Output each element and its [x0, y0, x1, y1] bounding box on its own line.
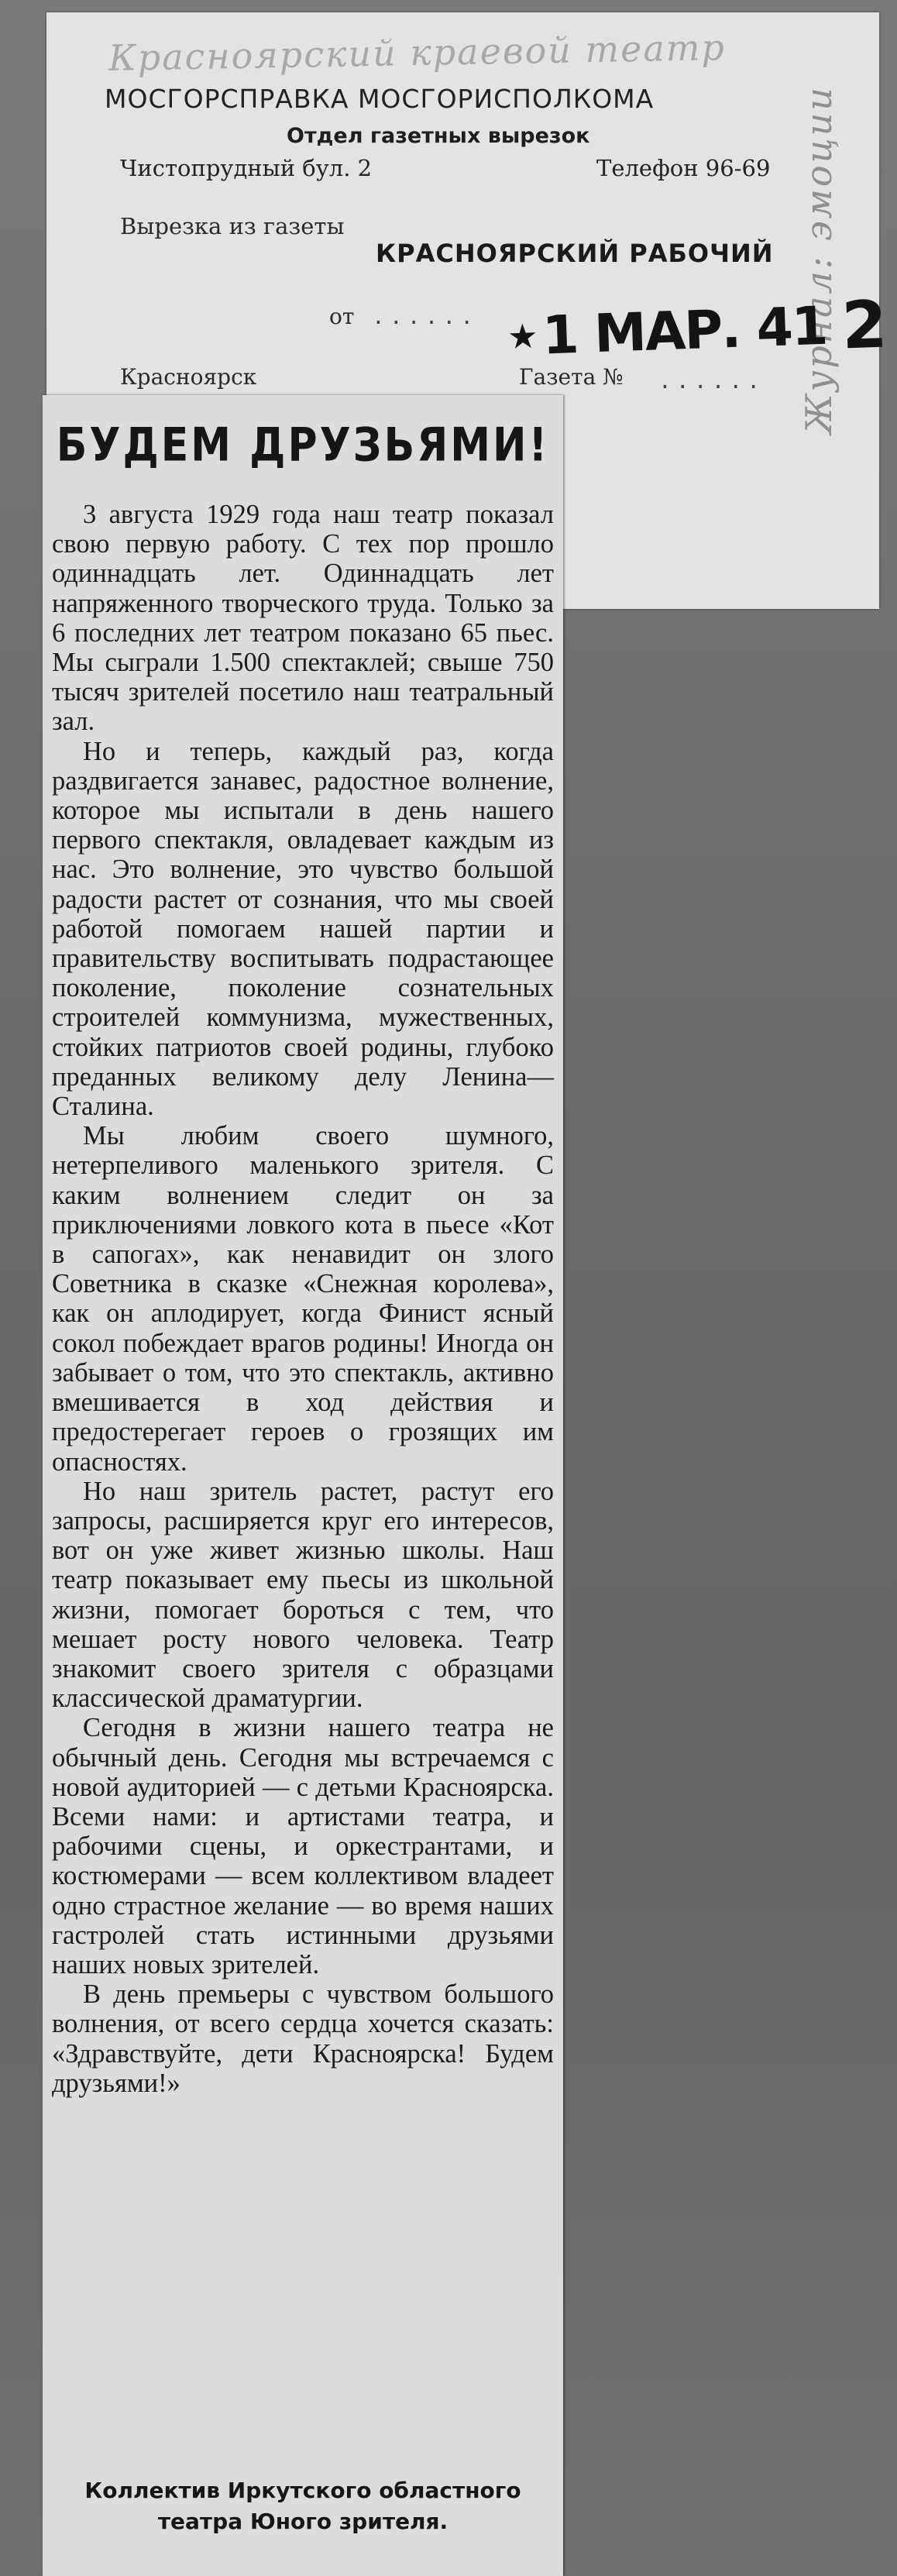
- stamp-number: 2: [840, 286, 888, 364]
- gazeta-number-label: Газета №: [519, 364, 624, 390]
- date-dotted-line: ......: [372, 304, 479, 329]
- date-from-label: от: [329, 304, 355, 329]
- article-paragraph: Мы любим своего шумного, нетерпеливого маленького зрителя. С каким волнением следит он за приключениями ловкого кота в пьесе «Кот в сапогах», как ненавидит он злого Советника в сказке «Снежная королева», как он аплодирует, когда Финист ясный сокол побеждает врагов родины! Иногда он забывает о том, что это спектакль, активно вмешивается в ход действия и предостерегает героев о грозящих им опасностях.: [52, 1121, 554, 1477]
- department-name: Отдел газетных вырезок: [287, 124, 590, 148]
- article-paragraph: Но и теперь, каждый раз, когда раздвигается занавес, радостное волнение, которое мы испытали в день нашего первого спектакля, овладевает каждым из нас. Это волнение, это чувство большой радости растет от сознания, что мы своей работой помогаем нашей партии и правительству воспитывать подрастающее поколение, поколение сознательных строителей коммунизма, мужественных, стойких патриотов своей родины, глубоко преданных великому делу Ленина—Сталина.: [52, 736, 554, 1122]
- date-stamp: [506, 286, 888, 375]
- article-headline: БУДЕМ ДРУЗЬЯМИ!: [56, 418, 550, 473]
- article-paragraph: Сегодня в жизни нашего театра не обычный день. Сегодня мы встречаемся с новой аудиторией — с детьми Красноярска. Всеми нами: и артистами театра, и рабочими сцены, и оркестрантами, и костюмерами — всем коллективом владеет одно страстное желание — во время наших гастролей стать истинными друзьями наших новых зрителей.: [52, 1713, 554, 1979]
- article-paragraph: В день премьеры с чувством большого волнения, от всего сердца хочется сказать: «Здравствуйте, дети Красноярска! Будем друзьями!»: [52, 1979, 554, 2098]
- clip-source-label: Вырезка из газеты: [120, 213, 345, 239]
- newspaper-clipping: [43, 395, 563, 2576]
- organization-title: МОСГОРСПРАВКА МОСГОРИСПОЛКОМА: [105, 84, 655, 114]
- handwritten-note-side: Журнал: эмоции: [798, 85, 840, 434]
- stamp-date: 1 МАР. 41: [541, 295, 828, 367]
- bureau-phone: Телефон 96-69: [596, 155, 771, 181]
- gazeta-dotted-line: ......: [658, 368, 765, 394]
- article-paragraph: Но наш зритель растет, растут его запросы, расширяется круг его интересов, вот он уже живет жизнью школы. Наш театр показывает ему пьесы из школьной жизни, помогает бороться с тем, что мешает росту нового человека. Театр знакомит своего зрителя с образцами классической драматургии.: [52, 1476, 554, 1714]
- star-icon: ★: [507, 316, 539, 358]
- newspaper-name: КРАСНОЯРСКИЙ РАБОЧИЙ: [376, 239, 774, 268]
- city-name: Красноярск: [120, 364, 257, 390]
- article-paragraph: 3 августа 1929 года наш театр показал свою первую работу. С тех пор прошло одиннадцать лет. Одиннадцать лет напряженного творческого труда. Только за 6 последних лет театром показано 65 пьес. Мы сыграли 1.500 спектаклей; свыше 750 тысяч зрителей посетило наш театральный зал.: [52, 500, 554, 737]
- article-body: [52, 500, 554, 2098]
- bureau-address: Чистопрудный бул. 2: [120, 155, 373, 181]
- handwritten-note-top: Красноярский краевой театр: [108, 26, 727, 79]
- article-signature: Коллектив Иркутского областного театра Юного зрителя.: [84, 2478, 521, 2534]
